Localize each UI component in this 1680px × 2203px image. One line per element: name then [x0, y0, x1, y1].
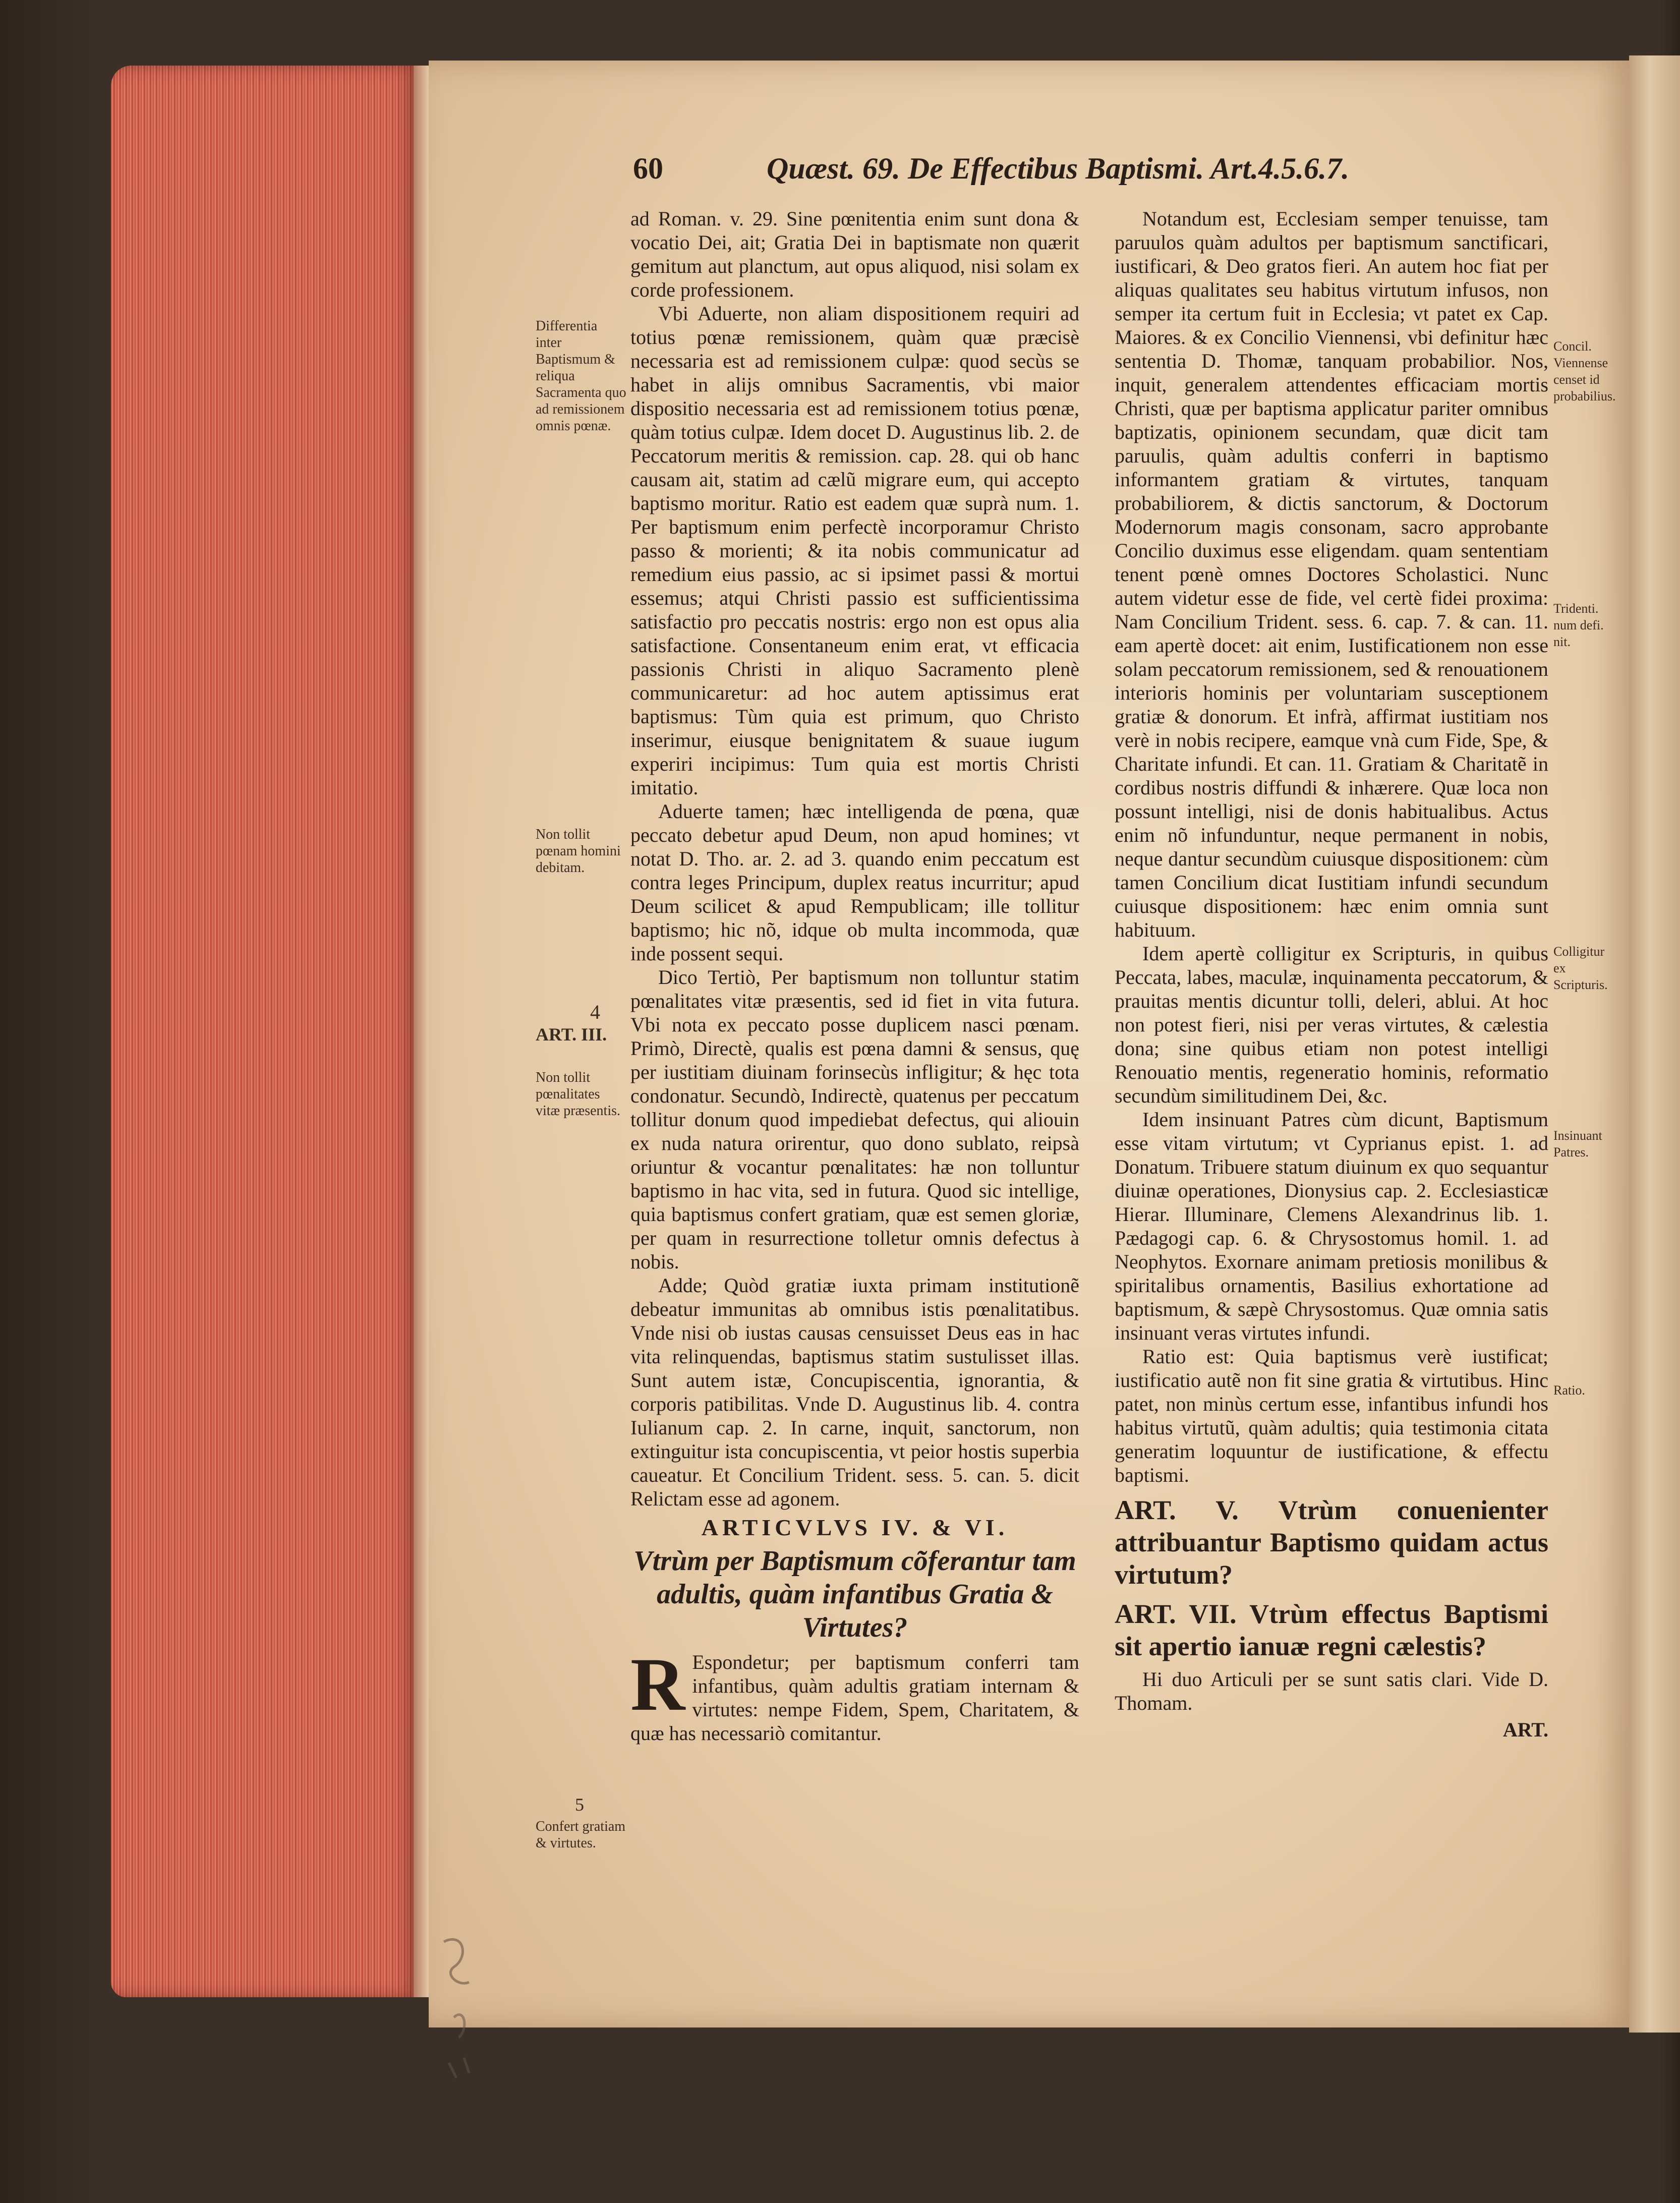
running-title: Quæst. 69. De Effectibus Baptismi. Art.4.5.6.7. [767, 152, 1350, 185]
left-column [630, 207, 1079, 1745]
margin-note: Insinuant Patres. [1553, 1128, 1602, 1160]
margin-note: Confert gratiam & virtutes. [536, 1819, 626, 1851]
response-text: Espondetur; per baptismum conferri tam infantibus, quàm adultis gratiam internam & virtutes: nempe Fidem, Spem, Charitatem, & quæ has necessariò comitantur. [630, 1651, 1079, 1745]
page-edge-fade [414, 66, 429, 1997]
article-heading: ARTICVLVS IV. & VI. [701, 1515, 1009, 1540]
margin-note: Ratio. [1553, 1383, 1585, 1398]
margin-note: Colligitur ex Scripturis. [1553, 944, 1608, 992]
paragraph: Idem apertè colligitur ex Scripturis, in quibus Peccata, labes, maculæ, inquinamenta peccatorum, & prauitas mentis dicuntur tolli, deleri, ablui. At hoc non potest fieri, nisi per veras virtutes, & cælestia dona; sine quibus etiam non potest intelligi Renouatio mentis, regeneratio hominis, reformatio secundùm similitudinem Dei, &c. [1115, 942, 1548, 1107]
response-paragraph [630, 1643, 1079, 1745]
right-column [1115, 207, 1548, 1742]
margin-note: Non tollit pœnalitates vitæ præsentis. [536, 1070, 621, 1119]
catchword: ART. [1502, 1718, 1548, 1741]
drop-cap: R [630, 1643, 685, 1726]
page-number: 60 [633, 152, 663, 185]
book-gutter [1629, 55, 1680, 2033]
paragraph: Dico Tertiò, Per baptismum non tolluntur statim pœnalitates vitæ præsentis, sed id fiet in vita futura. Vbi nota ex peccato posse duplicem nasci pœnam. Primò, Directè, qualis est pœna damni & sensus, quę per iustitiam diuinam forinsecùs infligitur; & hęc tota condonatur. Secundò, Indirectè, quatenus per peccatum tollitur donum quod impediebat defectus, qui aliouin ex nuda natura orirentur, quo dono sublato, reipsà oriuntur & vocantur pœnalitates: hæ non tolluntur baptismo in hac vita, sed in futura. Quod sic intellige, quia baptismus confert gratiam, quæ est semen gloriæ, per quam in resurrectione tolletur omnis defectus à nobis. [630, 966, 1079, 1273]
paragraph: Adde; Quòd gratiæ iuxta primam institutionẽ debeatur immunitas ab omnibus istis pœnalitatibus. Vnde nisi ob iustas causas censuisset Deus eas in hac vita relinquendas, baptismus statim sustulisset illas. Sunt autem istæ, Concupiscentia, ignorantia, & corporis patibilitas. Vnde D. Augustinus lib. 4. contra Iulianum cap. 2. In carne, inquit, sanctorum, non extinguitur ista concupiscentia, vt peior hostis superbia caueatur. Et Concilium Trident. sess. 5. can. 5. dicit Relictam esse ad agonem. [630, 1274, 1079, 1510]
margin-article-label: ART. III. [536, 1024, 607, 1045]
article-question: Vtrùm per Baptismum cõferantur tam adultis, quàm infantibus Gratia & Virtutes? [633, 1545, 1076, 1643]
article-5-heading: ART. V. Vtrùm conuenienter attribuantur Baptismo quidam actus virtutum? [1115, 1495, 1548, 1590]
red-page-edges [111, 66, 419, 1997]
margin-numeral: 4 [590, 1001, 600, 1023]
paragraph: Vbi Aduerte, non aliam dispositionem requiri ad totius pœnæ remissionem, quàm quæ præcisè necessaria est ad remissionem culpæ: quod secùs se habet in alijs omnibus Sacramentis, vbi maior dispositio necessaria est ad remissionem totius pœnæ, quàm totius culpæ. Idem docet D. Augustinus lib. 2. de Peccatorum meritis & remission. cap. 28. qui ob hanc causam ait, statim ad cælũ migrare eum, qui accepto baptismo moritur. Ratio est eadem quæ suprà num. 1. Per baptismum enim perfectè incorporamur Christo passo & morienti; & ita nobis communicatur ad remedium eius passio, ac si ipsimet passi & mortui essemus; atqui Christi passio est sufficientissima satisfactio pro peccatis nostris: ergo non est opus alia satisfactione. Consentaneum enim erat, vt efficacia passionis Christi in aliquo Sacramento plenè communicaretur: ad hoc autem aptissimus erat baptismus: Tùm quia est primum, quo Christo inserimur, eiusque benignitatem & suaue iugum experiri incipimus: Tum quia est mortis Christi imitatio. [630, 302, 1079, 799]
closing-paragraph: Hi duo Articuli per se sunt satis clari. Vide D. Thomam. [1115, 1668, 1548, 1714]
margin-note: Tridenti. num defi. nit. [1553, 601, 1604, 649]
margin-note: Non tollit pœnam homini debitam. [536, 827, 621, 876]
paragraph: Notandum est, Ecclesiam semper tenuisse, tam paruulos quàm adultos per baptismum sanctificari, iustificari, & Deo gratos fieri. An autem hoc fiat per aliquas qualitates seu habitus virtutum infusos, non semper ita certum fuit in Ecclesia; vt patet ex Cap. Maiores. & ex Concilio Viennensi, vbi definitur hæc sententia D. Thomæ, tanquam probabilior. Nos, inquit, generalem attendentes efficaciam mortis Christi, quæ per baptisma applicatur pariter omnibus baptizatis, opinionem secundam, quæ dicit tam paruulis, quàm adultis conferri in baptismo informantem gratiam & virtutes, tanquam probabiliorem, & dictis sanctorum, & Doctorum Modernorum magis consonam, sacro approbante Concilio duximus esse eligendam. quam sententiam tenent pœnè omnes Doctores Scholastici. Nunc autem videtur esse de fide, vel certè fidei proxima: Nam Concilium Trident. sess. 6. cap. 7. & can. 11. eam apertè docet: ait enim, Iustificationem non esse solam peccatorum remissionem, sed & renouationem interioris hominis per voluntariam susceptionem gratiæ & donorum. Et infrà, affirmat iustitiam nos verè in nobis recipere, eamque vnà cum Fide, Spe, & Charitate infundi. Et can. 11. Gratiam & Charitatẽ in cordibus nostris diffundi & inhærere. Quæ loca non possunt intelligi, nisi de donis habitualibus. Actus enim nõ infunduntur, neque permanent in nobis, neque dantur secundùm cuiusque dispositionem: cùm tamen Concilium dicat Iustitiam infundi secundum cuiusque dispositionem: hæc enim omnia sunt habituum. [1115, 207, 1548, 941]
running-header [633, 151, 1541, 197]
pencil-marks [434, 1927, 555, 2108]
paragraph: Idem insinuant Patres cùm dicunt, Baptismum esse vitam virtutum; vt Cyprianus epist. 1. ad Donatum. Tribuere statum diuinum ex quo sequantur diuinæ operationes, Dionysius cap. 2. Ecclesiasticæ Hierar. Illuminare, Clemens Alexandrinus lib. 1. Pædagogi cap. 6. & Chrysostomus homil. 1. ad Neophytos. Exornare animam pretiosis monilibus & spiritalibus ornamentis, Basilius exhortatione ad baptismum, & sæpè Chrysostomus. Quæ omnia satis insinuant veras virtutes infundi. [1115, 1108, 1548, 1344]
paragraph: Ratio est: Quia baptismus verè iustificat; iustificatio autẽ non fit sine gratia & virtutibus. Hinc patet, non minùs certum esse, infantibus infundi hos habitus virtutũ, quàm adultis; quia testimonia citata generatim loquuntur de iustificatione, & effectu baptismi. [1115, 1345, 1548, 1486]
paragraph: ad Roman. v. 29. Sine pœnitentia enim sunt dona & vocatio Dei, ait; Gratia Dei in baptismate non quærit gemitum aut planctum, aut opus aliquod, nisi solam ex corde professionem. [630, 207, 1079, 301]
margin-note: Differentia inter Baptismum & reliqua Sacramenta quo ad remissionem omnis pœnæ. [536, 318, 626, 434]
margin-note: Concil. Viennense censet id probabilius. [1553, 339, 1616, 403]
article-7-heading: ART. VII. Vtrùm effectus Baptismi sit apertio ianuæ regni cælestis? [1115, 1599, 1548, 1661]
margin-numeral: 5 [575, 1794, 584, 1815]
paragraph: Aduerte tamen; hæc intelligenda de pœna, quæ peccato debetur apud Deum, non apud homines; vt notat D. Tho. ar. 2. ad 3. quando enim peccatum est contra leges Principum, duplex reatus incurritur; apud Deum scilicet & apud Rempublicam; ille tollitur baptismo; hic nõ, idque ob multa incommoda, quæ inde possent sequi. [630, 800, 1079, 965]
